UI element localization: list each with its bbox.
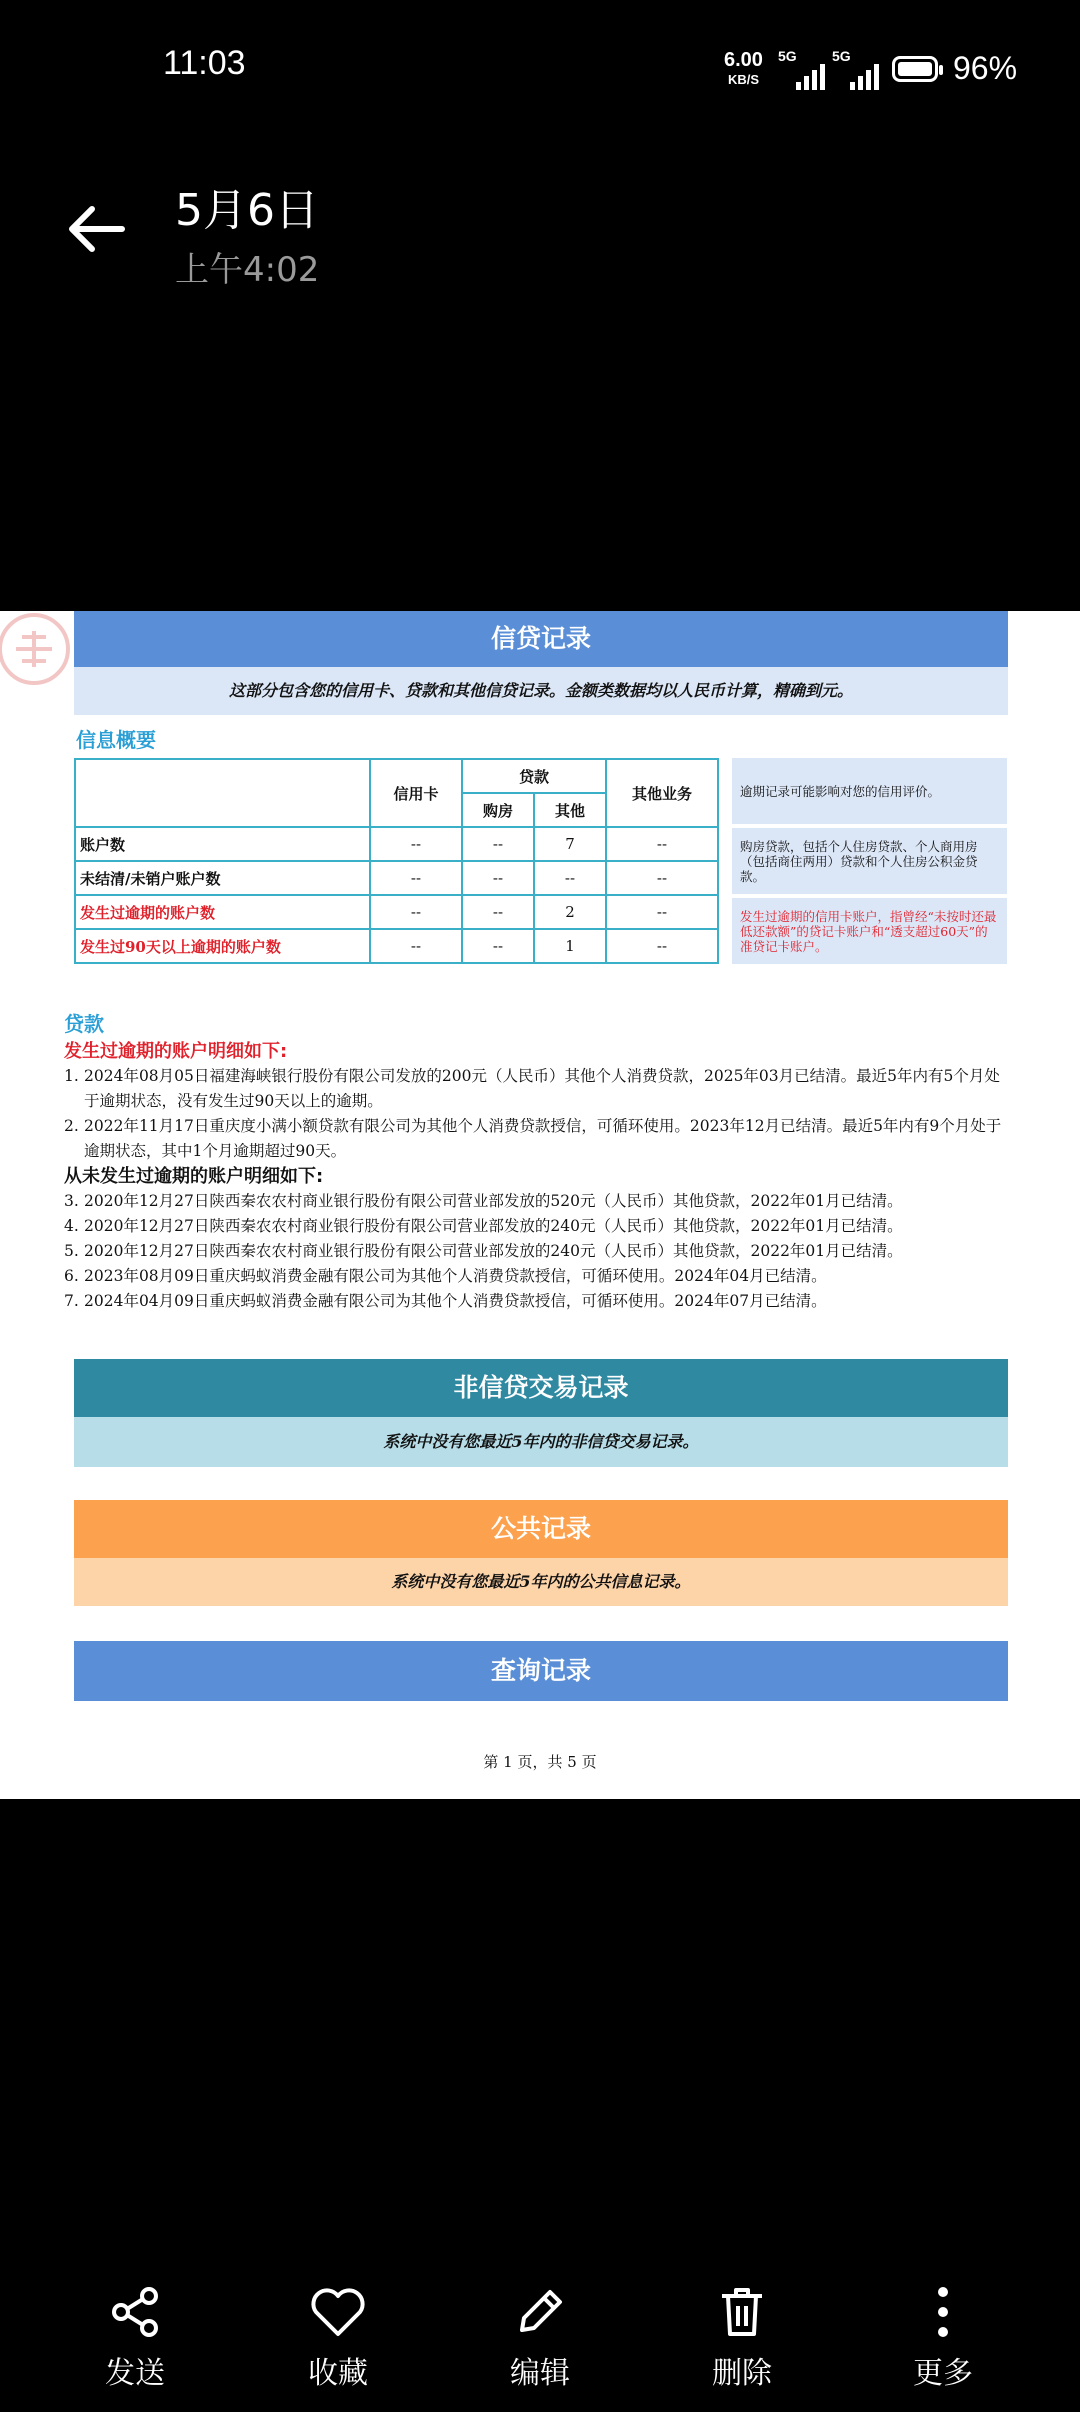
- summary-table: [74, 758, 719, 964]
- header-other: 其他: [534, 793, 606, 827]
- note-overdue-impact: 逾期记录可能影响对您的信用评价。: [732, 758, 1007, 824]
- overdue-heading: 发生过逾期的账户明细如下:: [64, 1041, 288, 1062]
- list-item: [64, 1214, 1014, 1239]
- table-row: [75, 895, 718, 929]
- credit-record-desc: 这部分包含您的信用卡、贷款和其他信贷记录。金额类数据均以人民币计算，精确到元。: [74, 667, 1008, 715]
- delete-button[interactable]: [662, 2282, 822, 2392]
- cell: --: [606, 895, 718, 929]
- cell: --: [370, 861, 462, 895]
- header-mortgage: 购房: [462, 793, 534, 827]
- back-arrow-icon[interactable]: [64, 204, 128, 254]
- photo-time: 上午4:02: [175, 250, 320, 290]
- status-time: 11:03: [163, 44, 246, 82]
- header-other-business: 其他业务: [606, 759, 718, 827]
- table-row: [75, 929, 718, 963]
- row-label: 未结清/未销户账户数: [75, 861, 370, 895]
- network-speed-unit: KB/S: [727, 72, 759, 87]
- favorite-label: 收藏: [308, 2356, 368, 2391]
- page-footer: 第 1 页，共 5 页: [483, 1753, 597, 1771]
- noncredit-desc: 系统中没有您最近5年内的非信贷交易记录。: [74, 1417, 1008, 1467]
- pencil-icon: [510, 2282, 570, 2342]
- summary-title: 信息概要: [76, 728, 156, 752]
- credit-report-image[interactable]: [0, 611, 1080, 1799]
- cell: 7: [534, 827, 606, 861]
- battery-percent: 96%: [953, 50, 1018, 86]
- table-row: [75, 827, 718, 861]
- header-loan: 贷款: [462, 759, 606, 793]
- delete-label: 删除: [712, 2356, 772, 2391]
- item-number: 7.: [64, 1292, 79, 1310]
- cell: 2: [534, 895, 606, 929]
- note-mortgage-def: 购房贷款，包括个人住房贷款、个人商用房（包括商住两用）贷款和个人住房公积金贷款。: [732, 828, 1007, 894]
- item-text: 2022年11月17日重庆度小满小额贷款有限公司为其他个人消费贷款授信，可循环使用。2023年12月已结清。最近5年内有9个月处于逾期状态，其中1个月逾期超过90天。: [84, 1117, 1002, 1160]
- cell: --: [370, 827, 462, 861]
- list-item: [64, 1264, 1014, 1289]
- cell: --: [462, 827, 534, 861]
- item-text: 2020年12月27日陕西秦农农村商业银行股份有限公司营业部发放的520元（人民币）其他贷款，2022年01月已结清。: [84, 1192, 903, 1210]
- share-icon: [105, 2282, 165, 2342]
- cell: --: [370, 895, 462, 929]
- more-button[interactable]: [863, 2282, 1023, 2392]
- sim2-label: 5G: [832, 48, 851, 64]
- note-overdue-card-def: 发生过逾期的信用卡账户，指曾经“未按时还最低还款额”的贷记卡账户和“透支超过60天”的准贷记卡账户。: [732, 898, 1007, 964]
- send-label: 发送: [105, 2356, 165, 2391]
- edit-button[interactable]: [460, 2282, 620, 2392]
- cell: --: [606, 827, 718, 861]
- list-item: [64, 1239, 1014, 1264]
- favorite-button[interactable]: [258, 2282, 418, 2392]
- heart-icon: [308, 2282, 368, 2342]
- trash-icon: [712, 2282, 772, 2342]
- item-text: 2020年12月27日陕西秦农农村商业银行股份有限公司营业部发放的240元（人民币）其他贷款，2022年01月已结清。: [84, 1217, 903, 1235]
- row-label: 账户数: [75, 827, 370, 861]
- item-number: 4.: [64, 1217, 79, 1235]
- list-item: [64, 1189, 1014, 1214]
- cell: --: [462, 929, 534, 963]
- item-number: 5.: [64, 1242, 79, 1260]
- public-record-title: 公共记录: [74, 1500, 1008, 1558]
- list-item: [64, 1289, 1014, 1314]
- item-number: 2.: [64, 1117, 79, 1135]
- row-label: 发生过90天以上逾期的账户数: [75, 929, 370, 963]
- item-number: 6.: [64, 1267, 79, 1285]
- table-corner: [75, 759, 370, 827]
- cell: --: [534, 861, 606, 895]
- item-text: 2023年08月09日重庆蚂蚁消费金融有限公司为其他个人消费贷款授信，可循环使用。2024年04月已结清。: [84, 1267, 827, 1285]
- send-button[interactable]: [55, 2282, 215, 2392]
- item-text: 2024年08月05日福建海峡银行股份有限公司发放的200元（人民币）其他个人消费贷款，2025年03月已结清。最近5年内有5个月处于逾期状态，没有发生过90天以上的逾期。: [84, 1067, 1000, 1110]
- photo-date: 5月6日: [175, 185, 319, 236]
- item-text: 2020年12月27日陕西秦农农村商业银行股份有限公司营业部发放的240元（人民币）其他贷款，2022年01月已结清。: [84, 1242, 903, 1260]
- more-label: 更多: [913, 2356, 973, 2391]
- sim1-label: 5G: [778, 48, 797, 64]
- cell: 1: [534, 929, 606, 963]
- query-record-title: 查询记录: [74, 1641, 1008, 1701]
- clean-heading: 从未发生过逾期的账户明细如下:: [64, 1166, 324, 1187]
- list-item: [64, 1114, 1014, 1164]
- item-number: 1.: [64, 1067, 79, 1085]
- cell: --: [606, 861, 718, 895]
- item-text: 2024年04月09日重庆蚂蚁消费金融有限公司为其他个人消费贷款授信，可循环使用。2024年07月已结清。: [84, 1292, 827, 1310]
- more-vertical-icon: [913, 2282, 973, 2342]
- cell: --: [462, 861, 534, 895]
- item-number: 3.: [64, 1192, 79, 1210]
- credit-record-title: 信贷记录: [74, 611, 1008, 667]
- row-label: 发生过逾期的账户数: [75, 895, 370, 929]
- cell: --: [606, 929, 718, 963]
- list-item: [64, 1064, 1014, 1114]
- table-row: [75, 861, 718, 895]
- battery-icon: [892, 56, 938, 82]
- header-credit-card: 信用卡: [370, 759, 462, 827]
- cell: --: [462, 895, 534, 929]
- noncredit-title: 非信贷交易记录: [74, 1359, 1008, 1417]
- loan-title: 贷款: [64, 1012, 104, 1036]
- public-record-desc: 系统中没有您最近5年内的公共信息记录。: [74, 1558, 1008, 1606]
- network-speed: [724, 50, 763, 90]
- loan-details: [64, 1039, 1014, 1314]
- network-speed-value: 6.00: [724, 49, 763, 71]
- cell: --: [370, 929, 462, 963]
- edit-label: 编辑: [510, 2356, 570, 2391]
